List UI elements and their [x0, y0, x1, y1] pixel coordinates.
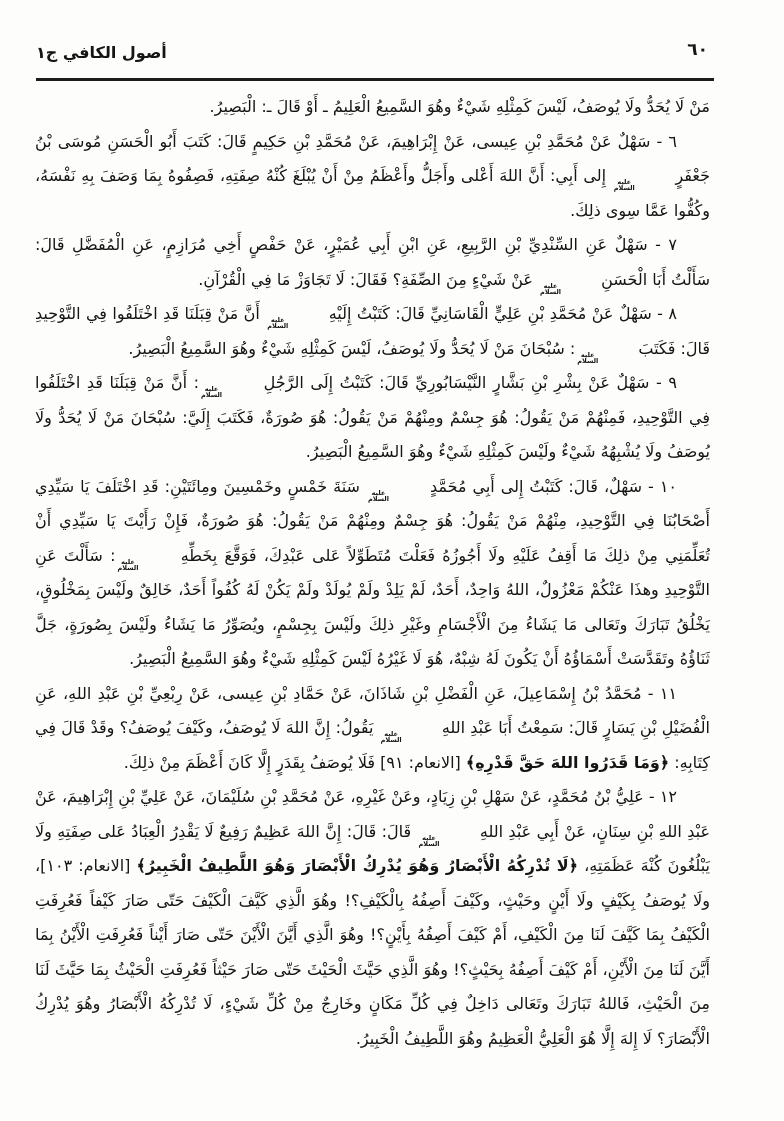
hadith-text: : أَنَّ مَنْ قِبَلَنَا قَدِ اخْتَلَفُوا فِي التَّوْحِيدِ، فَمِنْهُمْ مَنْ يَقُولُ: هُوَ جِسْمٌ ومِنْهُمْ مَنْ يَقُولُ: هُوَ صُورَةٌ، فَكَتَبَ إِلَيَّ: سُبْحَانَ مَنْ لَا يُحَدُّ ولَا يُوصَفُ ولَا يُشْبِهُهُ شَيْءٌ ولَيْسَ كَمِثْلِهِ شَيْءٌ وهُوَ السَّمِيعُ الْبَصِيرُ.: [35, 373, 710, 461]
hadith-paragraph: [35, 228, 710, 297]
hadith-text: أَنَّ مَنْ قِبَلَنَا قَدِ اخْتَلَفُوا فِي التَّوْحِيدِ قَالَ: فَكَتَبَ: [35, 304, 710, 358]
alayhis-salam-seal: عليه السلام: [577, 350, 599, 365]
hadith-text: إِلى أَبِي: أَنَّ اللهَ أَعْلى وأَجَلُّ وأَعْظَمُ مِنْ أَنْ يُبْلَغَ كُنْهُ صِفَتِهِ، فَصِفُوهُ بِمَا وَصَفَ بِهِ نَفْسَهُ، وكُفُّوا عَمَّا سِوى ذلِكَ.: [35, 166, 710, 220]
hadith-paragraph: [35, 470, 710, 677]
hadith-number: ١٢ -: [643, 787, 677, 806]
page-header: [36, 40, 712, 72]
hadith-text: مَنْ لَا يُحَدُّ ولَا يُوصَفُ، لَيْسَ كَمِثْلِهِ شَيْءٌ وهُوَ السَّمِيعُ الْعَلِيمُ ـ أَوْ قَالَ ـ: الْبَصِيرُ.: [209, 97, 710, 116]
quran-verse: ﴿لَا تُدْرِكُهُ الْأَبْصَارُ وَهُوَ يُدْرِكُ الْأَبْصَارَ وَهُوَ اللَّطِيفُ الْخَبِيرُ﴾: [136, 856, 579, 875]
hadith-paragraph: [35, 90, 710, 125]
hadith-text: سَهْلٌ، قَالَ: كَتَبْتُ إِلى أَبِي مُحَمَّدٍ: [423, 476, 643, 496]
hadith-text: عَلِيُّ بْنُ مُحَمَّدٍ، عَنْ سَهْلِ بْنِ زِيَادٍ، وعَنْ غَيْرِهِ، عَنْ مُحَمَّدِ بْنِ سُلَيْمَانَ، عَنْ عَلِيِّ بْنِ إِبْرَاهِيمَ، عَنْ عَبْدِ اللهِ بْنِ سِنَانٍ، عَنْ أَبِي عَبْدِ اللهِ: [35, 787, 710, 841]
alayhis-salam-seal: عليه السلام: [380, 730, 402, 744]
hadith-paragraph: [35, 780, 710, 1056]
hadith-text: : سَأَلْتَ عَنِ التَّوْحِيدِ وهذَا عَنْكُمْ مَعْزُولٌ، اللهُ وَاحِدٌ، أَحَدٌ، لَمْ يَلِدْ ولَمْ يُولَدْ ولَمْ يَكُنْ لَهُ كُفُواً أَحَدٌ، خَالِقٌ ولَيْسَ بِمَخْلُوقٍ، يَخْلُقُ تَبَارَكَ وتَعَالى مَا يَشَاءُ مِنَ الْأَجْسَامِ وغَيْرِ ذلِكَ ولَيْسَ بِجِسْمٍ، ويُصَوِّرُ مَا يَشَاءُ ولَيْسَ بِصُورَةٍ، جَلَّ ثَنَاؤُهُ وتَقَدَّسَتْ أَسْمَاؤُهُ أَنْ يَكُونَ لَهُ شِبْهٌ، هُوَ لَا غَيْرُهُ لَيْسَ كَمِثْلِهِ شَيْءٌ وهُوَ السَّمِيعُ الْبَصِيرُ.: [35, 545, 710, 668]
hadith-paragraph: [35, 677, 710, 781]
book-title: أصول الكافي ج١: [36, 43, 167, 62]
page-body: [35, 90, 710, 1091]
hadith-text: قَالَ: قَالَ: إِنَّ اللهَ عَظِيمٌ رَفِيعٌ لَا يَقْدِرُ الْعِبَادُ عَلى صِفَتِهِ ولَا يَبْلُغُونَ كُنْهَ عَظَمَتِهِ،: [35, 821, 710, 875]
verse-reference: [الانعام: ١٠٣]: [40, 856, 137, 875]
hadith-number: ٧ -: [647, 235, 678, 254]
hadith-text: سَهْلٌ عَنْ مُحَمَّدِ بْنِ عِيسى، عَنْ إِبْرَاهِيمَ، عَنْ مُحَمَّدِ بْنِ حَكِيمٍ قَالَ: كَتَبَ أَبُو الْحَسَنِ مُوسَى بْنُ جَعْفَرٍ: [35, 131, 710, 185]
alayhis-salam-seal: عليه السلام: [613, 178, 635, 192]
hadith-text: : سُبْحَانَ مَنْ لَا يُحَدُّ ولَا يُوصَفُ، لَيْسَ كَمِثْلِهِ شَيْءٌ وهُوَ السَّمِيعُ الْبَصِيرُ.: [128, 338, 576, 358]
alayhis-salam-seal: عليه السلام: [418, 833, 440, 848]
hadith-number: ٨ -: [651, 304, 677, 323]
alayhis-salam-seal: عليه السلام: [201, 385, 223, 399]
hadith-text: سَهْلٌ عَنْ بِشْرِ بْنِ بَشَّارٍ النَّيْسَابُورِيِّ قَالَ: كَتَبْتُ إِلَى الرَّجُلِ: [257, 373, 650, 392]
alayhis-salam-seal: عليه السلام: [540, 281, 561, 296]
hadith-number: ١٠ -: [642, 476, 678, 496]
page-number: ٦٠: [687, 40, 708, 60]
hadith-text: مُحَمَّدُ بْنُ إِسْمَاعِيلَ، عَنِ الْفَضْلِ بْنِ شَاذَانَ، عَنْ حَمَّادِ بْنِ عِيسى، عَنْ رِبْعِيِّ بْنِ عَبْدِ اللهِ، عَنِ الْفُضَيْلِ بْنِ يَسَارٍ قَالَ: سَمِعْتُ أَبَا عَبْدِ اللهِ: [35, 683, 710, 737]
hadith-text: سَهْلٌ عَنِ السِّنْدِيِّ بْنِ الرَّبِيعِ، عَنِ ابْنِ أَبِي عُمَيْرٍ، عَنْ حَفْصٍ أَخِي مُرَازِمٍ، عَنِ الْمُفَضَّلِ قَالَ: سَأَلْتُ أَبَا الْحَسَنِ: [35, 235, 710, 289]
quran-verse: ﴿وَمَا قَدَرُوا اللهَ حَقَّ قَدْرِهِ﴾: [465, 752, 670, 772]
alayhis-salam-seal: عليه السلام: [367, 488, 389, 503]
alayhis-salam-seal: عليه السلام: [267, 316, 289, 330]
hadith-number: ٦ -: [650, 131, 677, 151]
hadith-number: ١١ -: [641, 683, 677, 703]
header-divider: [36, 78, 714, 81]
verse-reference: [الانعام: ٩١]: [375, 752, 466, 772]
hadith-number: ٩ -: [649, 373, 677, 392]
hadith-text: يَقُولُ: إِنَّ اللهَ لَا يُوصَفُ، وكَيْفَ يُوصَفُ؟ وقَدْ قَالَ فِي كِتَابِهِ:: [35, 718, 710, 772]
hadith-text: فَلَا يُوصَفُ بِقَدَرٍ إِلَّا كَانَ أَعْظَمَ مِنْ ذلِكَ.: [123, 752, 376, 772]
hadith-text: سَنَةَ خَمْسٍ وخَمْسِينَ ومِائَتَيْنِ: قَدِ اخْتَلَفَ يَا سَيِّدِي أَصْحَابُنَا فِي التَّوْحِيدِ، مِنْهُمْ مَنْ يَقُولُ: هُوَ جِسْمٌ ومِنْهُمْ مَنْ يَقُولُ: هُوَ صُورَةٌ، فَإِنْ رَأَيْتَ يَا سَيِّدِي أَنْ تُعَلِّمَنِي مِنْ ذلِكَ مَا أَقِفُ عَلَيْهِ ولَا أَجُوزُهُ فَعَلْتَ مُتَطَوِّلاً عَلى عَبْدِكَ، فَوَقَّعَ بِخَطِّهِ: [35, 476, 710, 565]
hadith-paragraph: [35, 297, 710, 366]
hadith-text: عَنْ شَيْءٍ مِنَ الصِّفَةِ؟ فَقَالَ: لَا تَجَاوَزْ مَا فِي الْقُرْآنِ.: [198, 269, 539, 289]
hadith-text: ، ولَا يُوصَفُ بِكَيْفٍ ولَا أَيْنٍ وحَيْثٍ، وكَيْفَ أَصِفُهُ بِالْكَيْفِ؟! وهُوَ الَّذِي كَيَّفَ الْكَيْفَ حَتّى صَارَ كَيْفاً فَعُرِفَتِ الْكَيْفُ بِمَا كَيَّفَ لَنَا مِنَ الْكَيْفِ، أَمْ كَيْفَ أَصِفُهُ بِأَيْنٍ؟! وهُوَ الَّذِي أَيَّنَ الْأَيْنَ حَتّى صَارَ أَيْناً فَعُرِفَتِ الْأَيْنُ بِمَا أَيَّنَ لَنَا مِنَ الْأَيْنِ، أَمْ كَيْفَ أَصِفُهُ بِحَيْثٍ؟! وهُوَ الَّذِي حَيَّثَ الْحَيْثَ حَتّى صَارَ حَيْثاً فَعُرِفَتِ الْحَيْثُ بِمَا حَيَّثَ لَنَا مِنَ الْحَيْثِ، فَاللهُ تَبَارَكَ وتَعَالى دَاخِلٌ فِي كُلِّ مَكَانٍ وخَارِجٌ مِنْ كُلِّ شَيْءٍ، لَا تُدْرِكُهُ الْأَبْصَارُ وهُوَ يُدْرِكُ الْأَبْصَارَ؟ لَا إِلهَ إِلَّا هُوَ الْعَلِيُّ الْعَظِيمُ وهُوَ اللَّطِيفُ الْخَبِيرُ.: [35, 856, 710, 1048]
hadith-paragraph: [35, 366, 710, 470]
hadith-paragraph: [35, 125, 710, 229]
alayhis-salam-seal: عليه السلام: [117, 557, 139, 572]
hadith-text: سَهْلٌ عَنْ مُحَمَّدِ بْنِ عَلِيٍّ الْقَاسَانِيِّ قَالَ: كَتَبْتُ إِلَيْهِ: [323, 304, 652, 323]
